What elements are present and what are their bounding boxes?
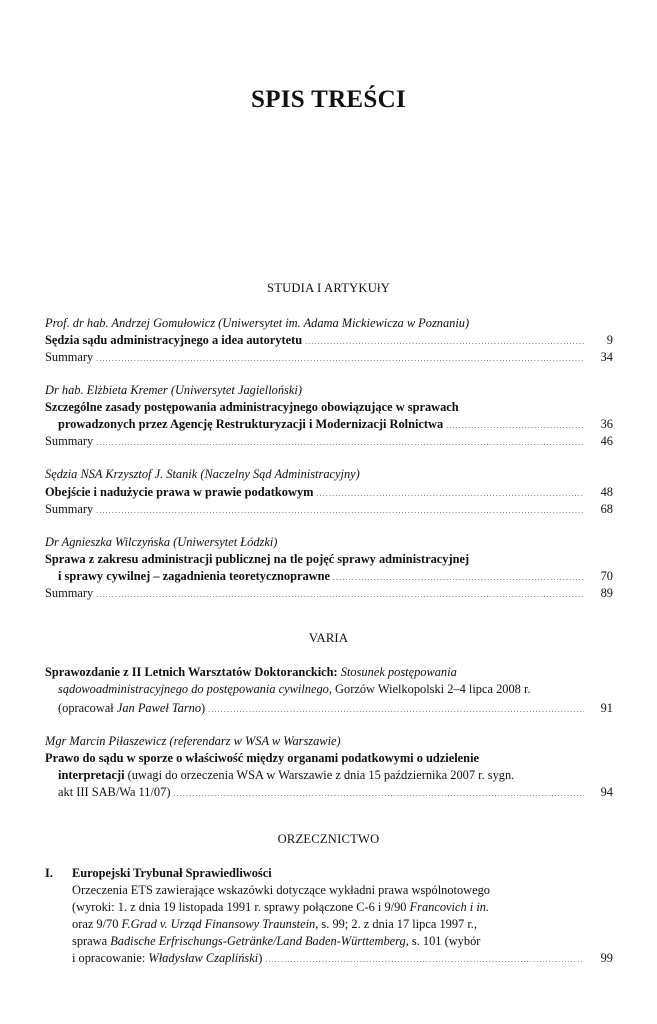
orz-1-page: 99 bbox=[600, 951, 613, 965]
varia-2-line2[interactable] bbox=[58, 767, 613, 784]
varia-2-row[interactable] bbox=[58, 784, 613, 801]
orz-1-heading[interactable]: Europejski Trybunał Sprawiedliwości bbox=[72, 866, 272, 880]
varia-1-editor: (opracował Jan Paweł Tarno) bbox=[58, 701, 206, 715]
dot-leader bbox=[96, 351, 584, 368]
entry-2-summary-label: Summary bbox=[45, 434, 94, 448]
dot-leader bbox=[208, 702, 584, 719]
dot-leader bbox=[173, 786, 584, 803]
entry-4-summary-label: Summary bbox=[45, 586, 94, 600]
section-heading-orzecznictwo: ORZECZNICTWO bbox=[277, 832, 380, 846]
varia-2-author: Mgr Marcin Piłaszewicz (referendarz w WSA w Warszawie) bbox=[45, 734, 341, 748]
page-title: SPIS TREŚCI bbox=[251, 86, 406, 113]
orz-1-line2: (wyroki: 1. z dnia 19 listopada 1991 r. sprawy połączone C-6 i 9/90 Francovich i in. bbox=[72, 900, 490, 914]
varia-2-page: 94 bbox=[600, 785, 613, 799]
orz-1-line3: oraz 9/70 F.Grad v. Urząd Finansowy Traunstein, s. 99; 2. z dnia 17 lipca 1997 r., bbox=[72, 917, 477, 931]
entry-2-title-row[interactable] bbox=[58, 416, 613, 433]
entry-4-title-row[interactable] bbox=[58, 568, 613, 585]
dot-leader bbox=[96, 503, 584, 520]
entry-2-summary-page: 46 bbox=[600, 434, 613, 448]
entry-4-page: 70 bbox=[600, 569, 613, 583]
orz-1-numeral: I. bbox=[45, 866, 53, 880]
entry-3-page: 48 bbox=[600, 485, 613, 499]
varia-1-topic-start: Stosunek postępowania bbox=[340, 665, 457, 679]
entry-2-page: 36 bbox=[600, 417, 613, 431]
entry-3-summary-label: Summary bbox=[45, 502, 94, 516]
dot-leader bbox=[265, 952, 584, 969]
varia-2-case-ref: akt III SAB/Wa 11/07) bbox=[58, 785, 171, 799]
entry-4-summary-row[interactable] bbox=[45, 585, 613, 602]
dot-leader bbox=[96, 587, 584, 604]
entry-4-author: Dr Agnieszka Wilczyńska (Uniwersytet Łódzki) bbox=[45, 535, 278, 549]
entry-4-title-line2: i sprawy cywilnej – zagadnienia teoretycznoprawne bbox=[58, 569, 330, 583]
entry-3-author: Sędzia NSA Krzysztof J. Stanik (Naczelny Sąd Administracyjny) bbox=[45, 467, 360, 481]
entry-2-title-line1[interactable]: Szczególne zasady postępowania administracyjnego obowiązujące w sprawach bbox=[45, 400, 459, 414]
entry-1-page: 9 bbox=[606, 333, 613, 347]
section-heading-studia: STUDIA I ARTYKUłY bbox=[267, 281, 390, 295]
orz-1-row[interactable] bbox=[72, 950, 613, 967]
entry-1-title: Sędzia sądu administracyjnego a idea autorytetu bbox=[45, 333, 303, 347]
entry-1-summary-label: Summary bbox=[45, 350, 94, 364]
entry-1-title-row[interactable] bbox=[45, 332, 613, 349]
orz-1-editor: i opracowanie: Władysław Czapliński) bbox=[72, 951, 263, 965]
entry-1-summary-page: 34 bbox=[600, 350, 613, 364]
varia-1-topic-end: sądowoadministracyjnego do postępowania cywilnego bbox=[58, 682, 329, 696]
orz-1-line4: sprawa Badische Erfrischungs-Getränke/Land Baden-Württemberg, s. 101 (wybór bbox=[72, 934, 481, 948]
entry-3-title: Obejście i nadużycie prawa w prawie podatkowym bbox=[45, 485, 314, 499]
varia-1-page: 91 bbox=[600, 701, 613, 715]
entry-4-title-line1[interactable]: Sprawa z zakresu administracji publicznej na tle pojęć sprawy administracyjnej bbox=[45, 552, 470, 566]
varia-2-remarks: (uwagi do orzeczenia WSA w Warszawie z dnia 15 października 2007 r. sygn. bbox=[124, 768, 515, 782]
entry-1-author: Prof. dr hab. Andrzej Gomułowicz (Uniwersytet im. Adama Mickiewicza w Poznaniu) bbox=[45, 316, 470, 330]
entry-3-summary-row[interactable] bbox=[45, 501, 613, 518]
varia-1-row[interactable] bbox=[58, 700, 613, 717]
varia-2-line1[interactable]: Prawo do sądu w sporze o właściwość między organami podatkowymi o udzielenie bbox=[45, 751, 480, 765]
entry-2-summary-row[interactable] bbox=[45, 433, 613, 450]
entry-1-summary-row[interactable] bbox=[45, 349, 613, 366]
varia-1-place-date: , Gorzów Wielkopolski 2–4 lipca 2008 r. bbox=[328, 682, 531, 696]
varia-1-line2[interactable] bbox=[58, 681, 613, 698]
varia-1-line1[interactable] bbox=[45, 664, 613, 681]
section-heading-varia: VARIA bbox=[308, 631, 349, 645]
entry-2-author: Dr hab. Elżbieta Kremer (Uniwersytet Jagielloński) bbox=[45, 383, 302, 397]
entry-2-title-line2: prowadzonych przez Agencję Restrukturyzacji i Modernizacji Rolnictwa bbox=[58, 417, 444, 431]
orz-1-line1: Orzeczenia ETS zawierające wskazówki dotyczące wykładni prawa wspólnotowego bbox=[72, 883, 491, 897]
varia-1-heading: Sprawozdanie z II Letnich Warsztatów Doktoranckich: bbox=[45, 665, 338, 679]
entry-3-title-row[interactable] bbox=[45, 484, 613, 501]
dot-leader bbox=[96, 435, 584, 452]
varia-2-title-end: interpretacji bbox=[58, 768, 125, 782]
entry-3-summary-page: 68 bbox=[600, 502, 613, 516]
entry-4-summary-page: 89 bbox=[600, 586, 613, 600]
